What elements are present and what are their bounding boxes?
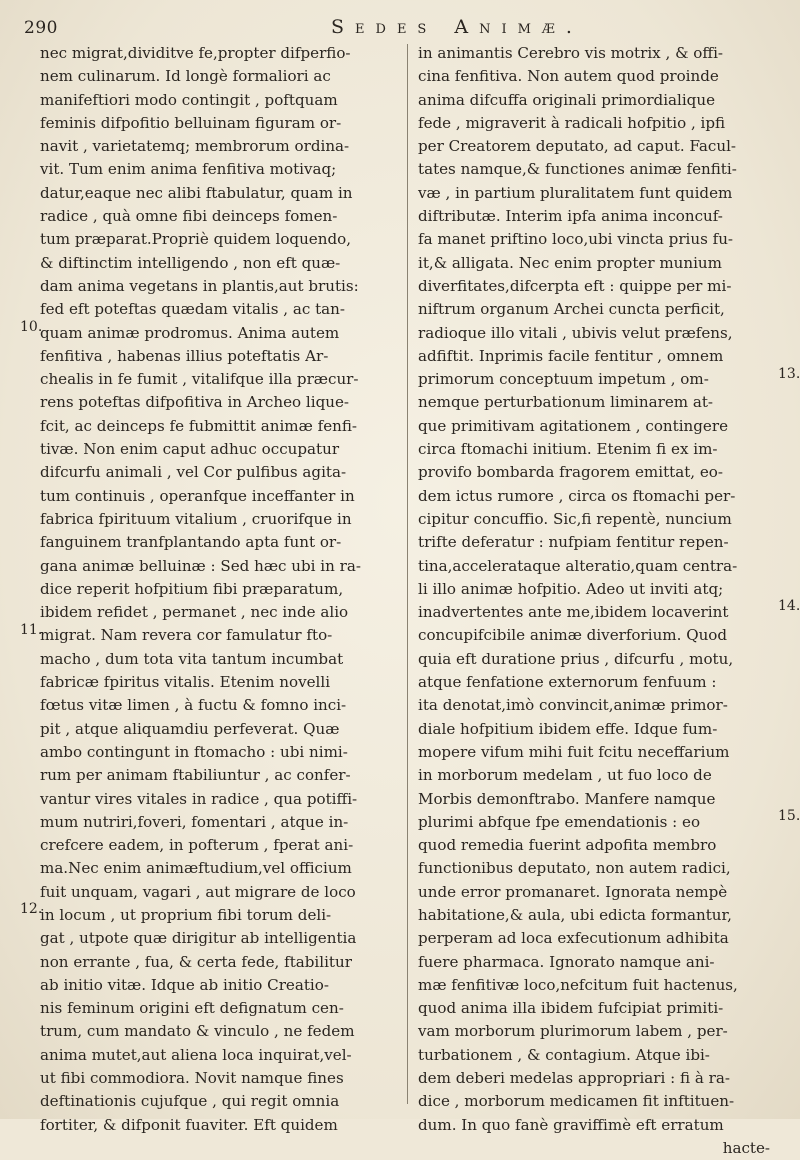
margin-number-12: 12.: [20, 901, 43, 917]
text-line: plurimi abfque fpe emendationis : eo: [418, 812, 701, 831]
text-line: tum præparat.Propriè quidem loquendo,: [40, 230, 352, 249]
text-line: per Creatorem deputato, ad caput. Facul-: [418, 137, 737, 156]
text-line: fanguinem tranfplantando apta funt or-: [40, 533, 342, 552]
text-line: radioque illo vitali , ubivis velut præfens,: [418, 323, 733, 342]
text-line: dam anima vegetans in plantis,aut brutis:: [40, 276, 359, 295]
text-line: deftinationis cujufque , qui regit omnia: [40, 1092, 340, 1111]
text-line: ita denotat,imò convincit,animæ primor-: [418, 696, 728, 715]
text-line: fa manet priftino loco,ubi vincta prius fu-: [418, 230, 734, 249]
text-line: mopere vifum mihi fuit fcitu neceffarium: [418, 742, 730, 761]
text-line: fuit unquam, vagari , aut migrare de loco: [40, 882, 356, 901]
text-line: ambo contingunt in ftomacho : ubi nimi-: [40, 742, 348, 761]
text-line: væ , in partium pluralitatem funt quidem: [418, 183, 733, 202]
text-line: & diftinctim intelligendo , non eft quæ-: [40, 253, 341, 272]
text-line: radice , quà omne fibi deinceps fomen-: [40, 207, 338, 226]
text-line: fede , migraverit à radicali hofpitio , ipfi: [418, 113, 726, 132]
text-line: fcit, ac deinceps fe fubmittit animæ fenfi-: [40, 416, 358, 435]
margin-number-15: 15.: [778, 808, 800, 824]
text-line: concupifcibile animæ diverforium. Quod: [418, 626, 728, 645]
text-line: it,& alligata. Nec enim propter munium: [418, 253, 722, 272]
text-line: tivæ. Non enim caput adhuc occupatur: [40, 440, 340, 459]
text-line: mum nutriri,foveri, fomentari , atque in-: [40, 812, 349, 831]
text-line: migrat. Nam revera cor famulatur fto-: [40, 626, 333, 645]
text-line: mæ fenfitivæ loco,nefcitum fuit hactenus,: [418, 975, 738, 994]
text-line: niftrum organum Archei cuncta perficit,: [418, 300, 725, 319]
text-line: quia eft duratione prius , difcurfu , motu,: [418, 649, 734, 668]
text-line: turbationem , & contagium. Atque ibi-: [418, 1045, 710, 1064]
text-line: fabricæ fpiritus vitalis. Etenim novelli: [40, 673, 331, 692]
column-divider: [407, 44, 408, 1104]
text-line: dice , morborum medicamen fit inftituen-: [418, 1092, 735, 1111]
margin-number-14: 14.: [778, 598, 800, 614]
text-line: fed eft poteftas quædam vitalis , ac tan-: [40, 300, 345, 319]
text-line: manifeftiori modo contingit , poftquam: [40, 90, 338, 109]
text-line: rens poteftas difpofitiva in Archeo lique-: [40, 393, 349, 412]
text-line: functionibus deputato, non autem radici,: [418, 859, 731, 878]
text-line: trifte deferatur : nufpiam fentitur repen-: [418, 533, 729, 552]
text-line: li illo animæ hofpitio. Adeo ut inviti atq;: [418, 579, 724, 598]
text-line: provifo bombarda fragorem emittat, eo-: [418, 463, 723, 482]
running-title: Sedes Animæ.: [331, 16, 583, 38]
text-line: nis feminum origini eft defignatum cen-: [40, 999, 344, 1018]
text-line: gat , utpote quæ dirigitur ab intelligentia: [40, 929, 357, 948]
text-line: primorum conceptuum impetum , om-: [418, 370, 709, 389]
text-line: ab initio vitæ. Idque ab initio Creatio-: [40, 975, 329, 994]
text-line: vit. Tum enim anima fenfitiva motivaq;: [40, 160, 337, 179]
text-line: atque fenfatione externorum fenfuum :: [418, 673, 717, 692]
text-line: in locum , ut proprium fibi torum deli-: [40, 905, 332, 924]
text-line: fuere pharmaca. Ignorato namque ani-: [418, 952, 715, 971]
text-line: crefcere eadem, in pofterum , fperat ani-: [40, 836, 354, 855]
page-number: 290: [24, 18, 58, 38]
text-line: gana animæ belluinæ : Sed hæc ubi in ra-: [40, 556, 361, 575]
text-line: tum continuis , operanfque inceffanter in: [40, 486, 355, 505]
text-line: fabrica fpirituum vitalium , cruorifque in: [40, 509, 352, 528]
text-line: unde error promanaret. Ignorata nempè: [418, 882, 728, 901]
text-line: adfiftit. Inprimis facile fentitur , omnem: [418, 346, 724, 365]
text-line: tates namque,& functiones animæ fenfiti-: [418, 160, 737, 179]
text-line: datur,eaque nec alibi ftabulatur, quam in: [40, 183, 353, 202]
text-line: dum. In quo fanè graviffimè eft erratum: [418, 1115, 724, 1134]
text-line: difcurfu animali , vel Cor pulfibus agita-: [40, 463, 347, 482]
text-line: nemque perturbationum liminarem at-: [418, 393, 714, 412]
text-line: macho , dum tota vita tantum incumbat: [40, 649, 344, 668]
margin-number-10: 10.: [20, 319, 43, 335]
right-column: [418, 42, 776, 1160]
text-line: habitatione,& aula, ubi edicta formantur,: [418, 905, 732, 924]
text-line: anima difcuffa originali primordialique: [418, 90, 715, 109]
text-line: chealis in fe fumit , vitalifque illa præcur-: [40, 370, 359, 389]
text-line: diftributæ. Interim ipfa anima inconcuf-: [418, 207, 723, 226]
text-line: diverfitates,difcerpta eft : quippe per mi-: [418, 276, 732, 295]
text-line: vam morborum plurimorum labem , per-: [418, 1022, 728, 1041]
left-column: [40, 42, 380, 1137]
catchword: hacte-: [722, 1138, 770, 1157]
text-line: tina,accelerataque alteratio,quam centra-: [418, 556, 738, 575]
text-line: cina fenfitiva. Non autem quod proinde: [418, 67, 719, 86]
text-line: ibidem refidet , permanet , nec inde alio: [40, 603, 349, 622]
text-line: pit , atque aliquamdiu perfeverat. Quæ: [40, 719, 340, 738]
text-line: fœtus vitæ limen , à fuctu & fomno inci-: [40, 696, 347, 715]
text-line: quod anima illa ibidem fufcipiat primiti-: [418, 999, 724, 1018]
text-line: navit , varietatemq; membrorum ordina-: [40, 137, 350, 156]
text-line: trum, cum mandato & vinculo , ne fedem: [40, 1022, 355, 1041]
text-line: dice reperit hofpitium fibi præparatum,: [40, 579, 344, 598]
text-line: rum per animam ftabiliuntur , ac confer-: [40, 766, 351, 785]
text-line: nem culinarum. Id longè formaliori ac: [40, 67, 331, 86]
text-line: quam animæ prodromus. Anima autem: [40, 323, 340, 342]
text-line: diale hofpitium ibidem effe. Idque fum-: [418, 719, 718, 738]
text-line: quod remedia fuerint adpofita membro: [418, 836, 717, 855]
text-line: feminis difpofitio belluinam figuram or-: [40, 113, 342, 132]
text-line: dem deberi medelas appropriari : fi à ra-: [418, 1069, 730, 1088]
text-line: Morbis demonftrabo. Manfere namque: [418, 789, 716, 808]
text-line: fortiter, & difponit fuaviter. Eft quidem: [40, 1115, 338, 1134]
text-line: dem ictus rumore , circa os ftomachi per-: [418, 486, 736, 505]
text-line: perperam ad loca exfecutionum adhibita: [418, 929, 729, 948]
text-line: ma.Nec enim animæftudium,vel officium: [40, 859, 352, 878]
text-line: in morborum medelam , ut fuo loco de: [418, 766, 712, 785]
text-line: fenfitiva , habenas illius poteftatis Ar-: [40, 346, 329, 365]
page-header: [24, 14, 760, 42]
text-line: in animantis Cerebro vis motrix , & offi-: [418, 44, 724, 62]
text-line: anima mutet,aut aliena loca inquirat,vel-: [40, 1045, 352, 1064]
text-line: vantur vires vitales in radice , qua potiffi-: [40, 789, 358, 808]
text-line: cipitur concuffio. Sic,fi repentè, nuncium: [418, 509, 732, 528]
text-line: inadvertentes ante me,ibidem locaverint: [418, 603, 729, 622]
text-line: ut fibi commodiora. Novit namque fines: [40, 1069, 344, 1088]
text-line: que primitivam agitationem , contingere: [418, 416, 728, 435]
margin-number-11: 11.: [20, 622, 43, 638]
text-line: non errante , fua, & certa fede, ftabilitur: [40, 952, 352, 971]
text-line: nec migrat,dividitve fe,propter difperfio-: [40, 44, 351, 62]
text-line: circa ftomachi initium. Etenim fi ex im-: [418, 440, 718, 459]
margin-number-13: 13.: [778, 366, 800, 382]
